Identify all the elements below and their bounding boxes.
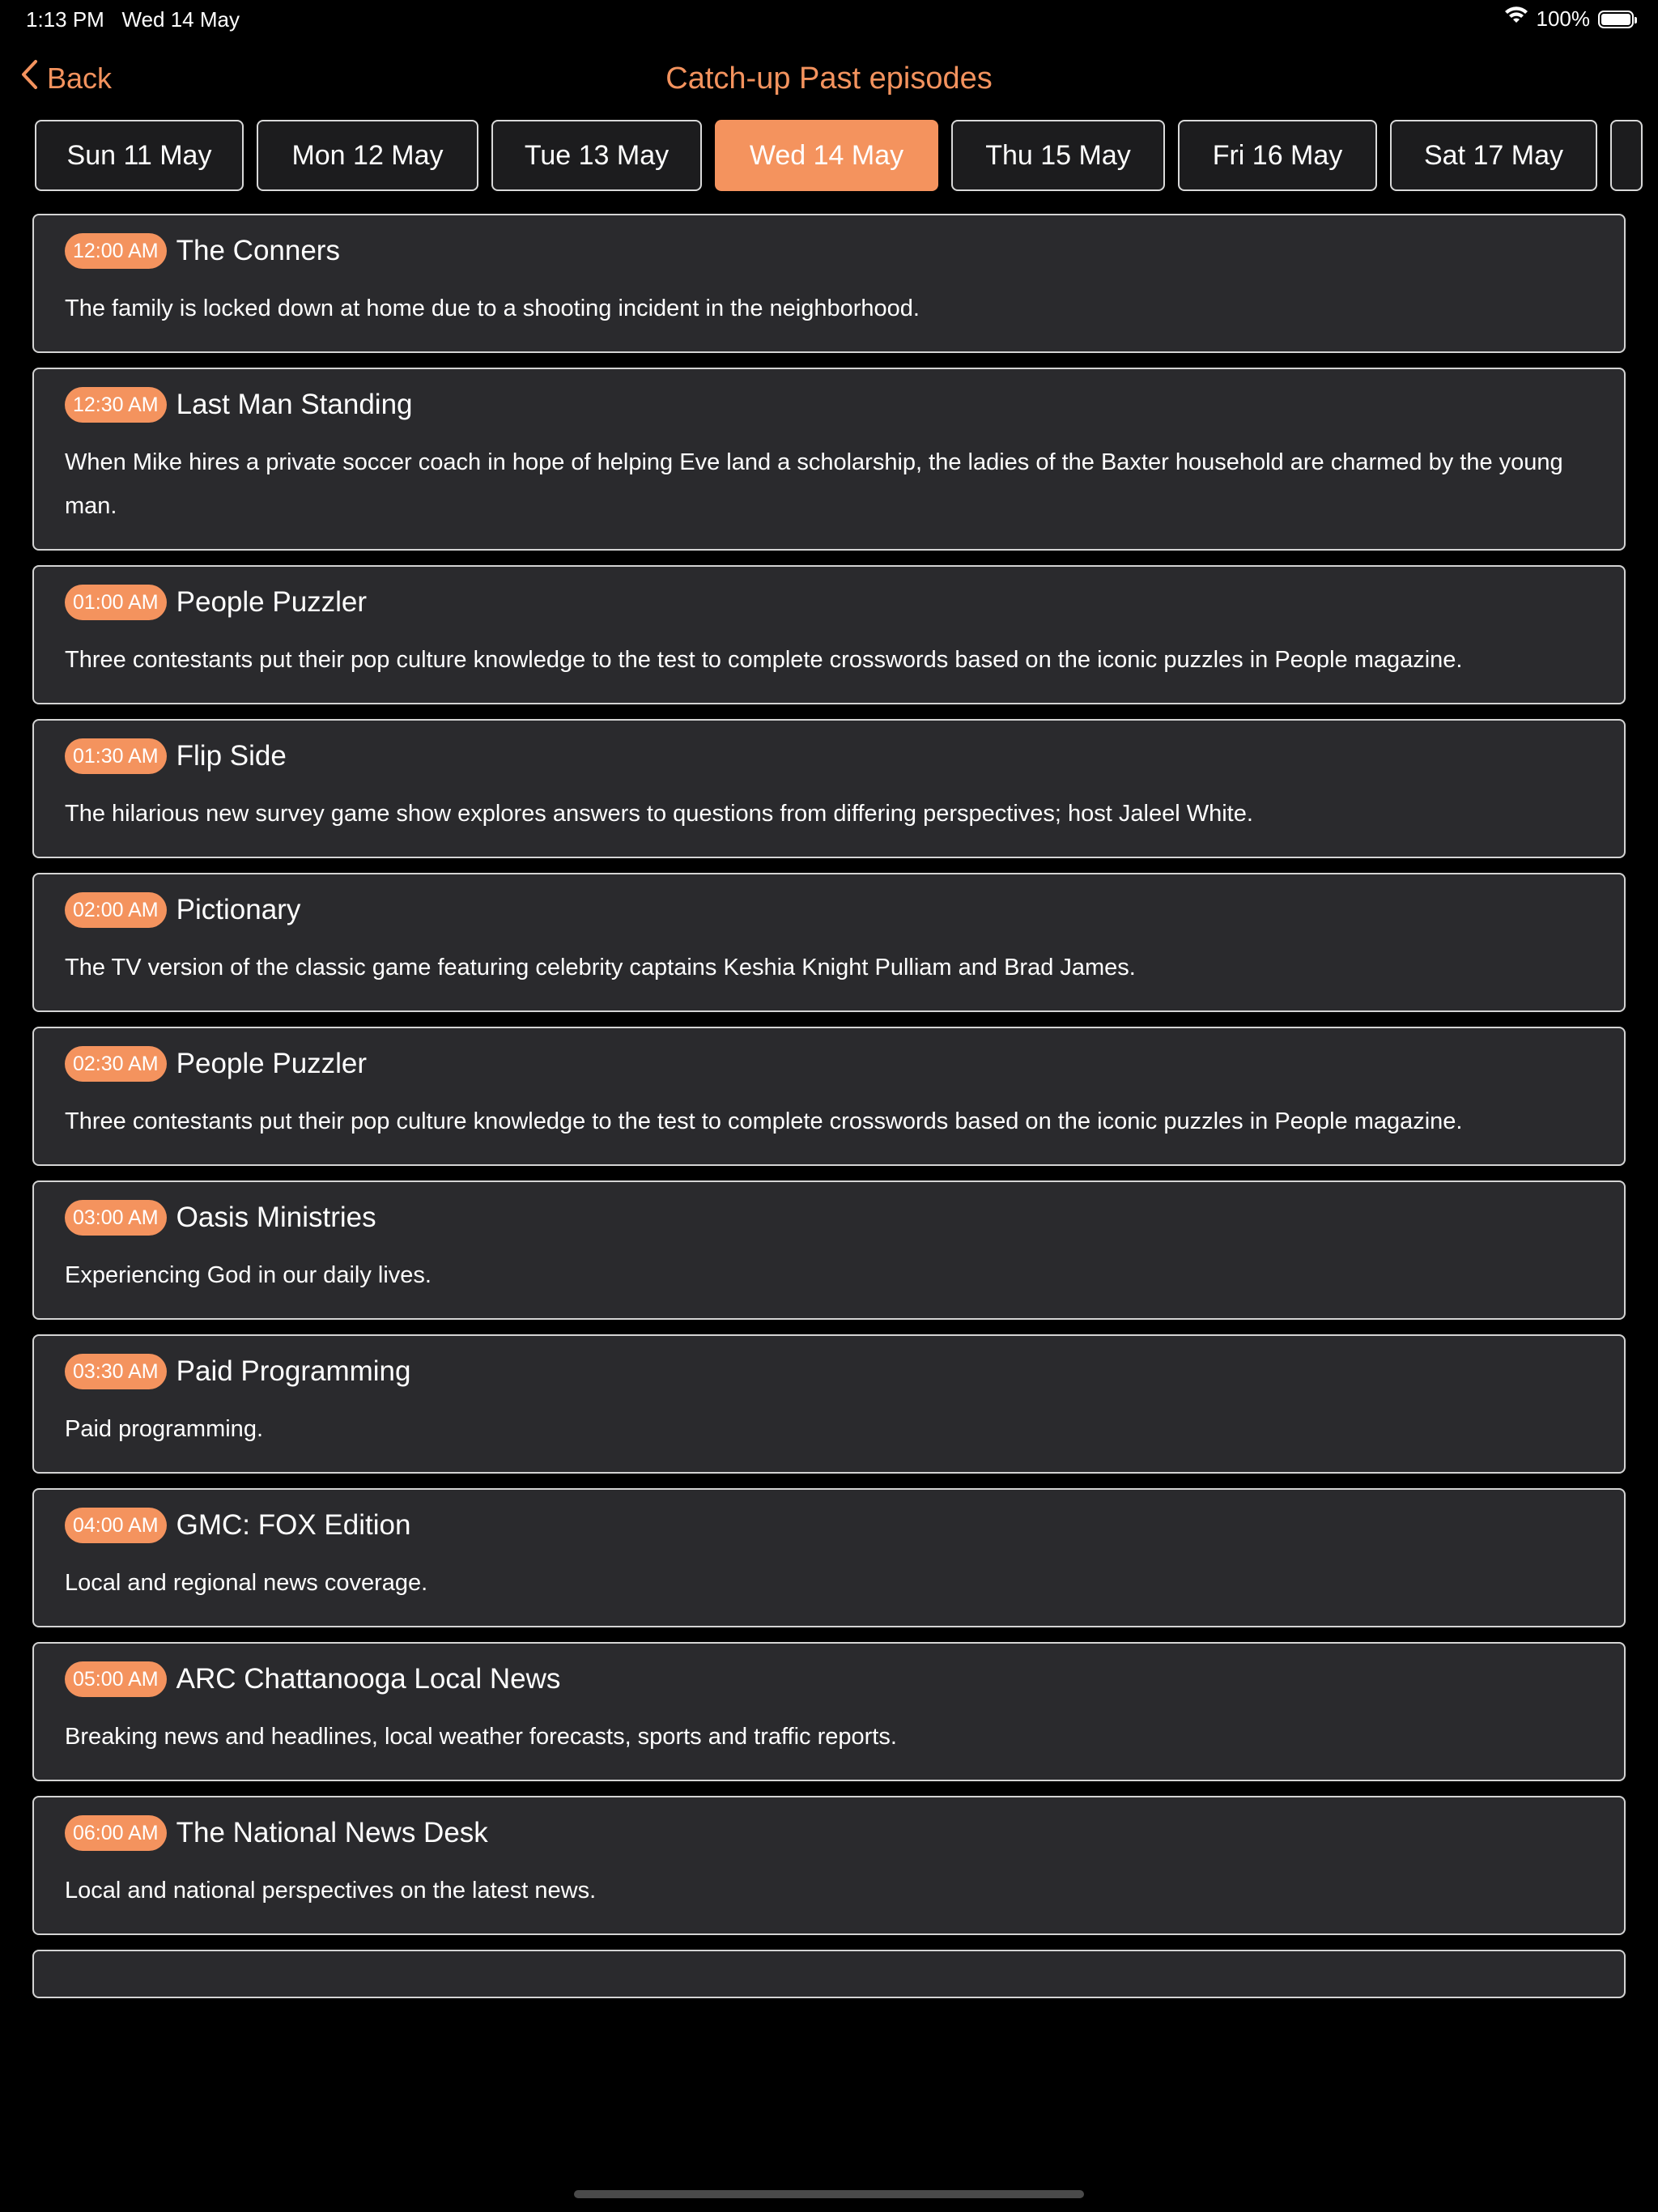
- episode-description: The family is locked down at home due to a shooting incident in the neighborhood.: [65, 296, 920, 321]
- date-tab-strip[interactable]: [35, 120, 1658, 194]
- episode-card[interactable]: [32, 1642, 1626, 1781]
- episode-title: ARC Chattanooga Local News: [176, 1663, 561, 1695]
- episode-title: Last Man Standing: [176, 389, 413, 420]
- episode-card[interactable]: [32, 1180, 1626, 1320]
- date-tab[interactable]: Fri 16 May: [1178, 120, 1377, 191]
- date-tab[interactable]: Thu 15 May: [951, 120, 1165, 191]
- episode-description: Experiencing God in our daily lives.: [65, 1262, 432, 1288]
- navigation-bar: [0, 47, 1658, 112]
- status-indicators: [1504, 6, 1635, 32]
- status-date: Wed 14 May: [121, 7, 240, 32]
- episode-description: Local and national perspectives on the latest news.: [65, 1878, 597, 1904]
- wifi-icon: [1504, 6, 1528, 32]
- episode-card-partial[interactable]: [32, 1950, 1626, 1998]
- battery-percent: 100%: [1536, 6, 1590, 31]
- episode-card[interactable]: [32, 1027, 1626, 1166]
- date-tab[interactable]: Sun 11 May: [35, 120, 244, 191]
- back-label: Back: [47, 61, 113, 95]
- episode-description: Three contestants put their pop culture knowledge to the test to complete crosswords based on the iconic puzzles in People magazine.: [65, 647, 1463, 673]
- episode-title: Oasis Ministries: [176, 1202, 376, 1233]
- episode-title: GMC: FOX Edition: [176, 1509, 411, 1541]
- episode-description: When Mike hires a private soccer coach in hope of helping Eve land a scholarship, the ladies of the Baxter household are charmed by the young man.: [65, 449, 1563, 519]
- episode-card[interactable]: [32, 368, 1626, 551]
- episode-title: The National News Desk: [176, 1817, 488, 1848]
- date-tab[interactable]: Sat 17 May: [1390, 120, 1597, 191]
- date-tab[interactable]: Mon 12 May: [257, 120, 478, 191]
- episode-description: Paid programming.: [65, 1416, 263, 1442]
- status-time-date: [26, 7, 240, 32]
- episode-title: The Conners: [176, 235, 340, 266]
- time-badge: 03:00 AM: [65, 1200, 167, 1236]
- episode-card[interactable]: [32, 565, 1626, 704]
- date-tab-partial[interactable]: [1610, 120, 1643, 191]
- date-tab[interactable]: Tue 13 May: [491, 120, 702, 191]
- status-bar: [0, 0, 1658, 39]
- episode-description: Breaking news and headlines, local weather forecasts, sports and traffic reports.: [65, 1724, 897, 1750]
- time-badge: 12:30 AM: [65, 387, 167, 423]
- episode-description: Local and regional news coverage.: [65, 1570, 428, 1596]
- episode-title: People Puzzler: [176, 1048, 368, 1079]
- time-badge: 03:30 AM: [65, 1354, 167, 1389]
- time-badge: 05:00 AM: [65, 1661, 167, 1697]
- episode-card[interactable]: [32, 214, 1626, 353]
- time-badge: 02:30 AM: [65, 1046, 167, 1082]
- time-badge: 01:00 AM: [65, 585, 167, 620]
- episode-description: Three contestants put their pop culture knowledge to the test to complete crosswords based on the iconic puzzles in People magazine.: [65, 1108, 1463, 1134]
- home-indicator[interactable]: [574, 2190, 1084, 2198]
- date-tab-selected[interactable]: Wed 14 May: [715, 120, 938, 191]
- time-badge: 04:00 AM: [65, 1508, 167, 1543]
- time-badge: 12:00 AM: [65, 233, 167, 269]
- episode-description: The TV version of the classic game featuring celebrity captains Keshia Knight Pulliam and Brad James.: [65, 955, 1136, 981]
- episode-card[interactable]: [32, 873, 1626, 1012]
- episode-title: People Puzzler: [176, 586, 368, 618]
- status-time: 1:13 PM: [26, 7, 104, 32]
- battery-icon: [1598, 11, 1634, 28]
- episode-card[interactable]: [32, 1796, 1626, 1935]
- episode-title: Paid Programming: [176, 1355, 411, 1387]
- time-badge: 06:00 AM: [65, 1815, 167, 1851]
- time-badge: 02:00 AM: [65, 892, 167, 928]
- page-title: Catch-up Past episodes: [665, 62, 993, 96]
- episode-title: Pictionary: [176, 894, 301, 925]
- time-badge: 01:30 AM: [65, 738, 167, 774]
- episode-card[interactable]: [32, 1488, 1626, 1627]
- episode-card[interactable]: [32, 1334, 1626, 1474]
- episode-list[interactable]: [32, 214, 1626, 2138]
- episode-card[interactable]: [32, 719, 1626, 858]
- episode-title: Flip Side: [176, 740, 287, 772]
- episode-description: The hilarious new survey game show explores answers to questions from differing perspectives; host Jaleel White.: [65, 801, 1253, 827]
